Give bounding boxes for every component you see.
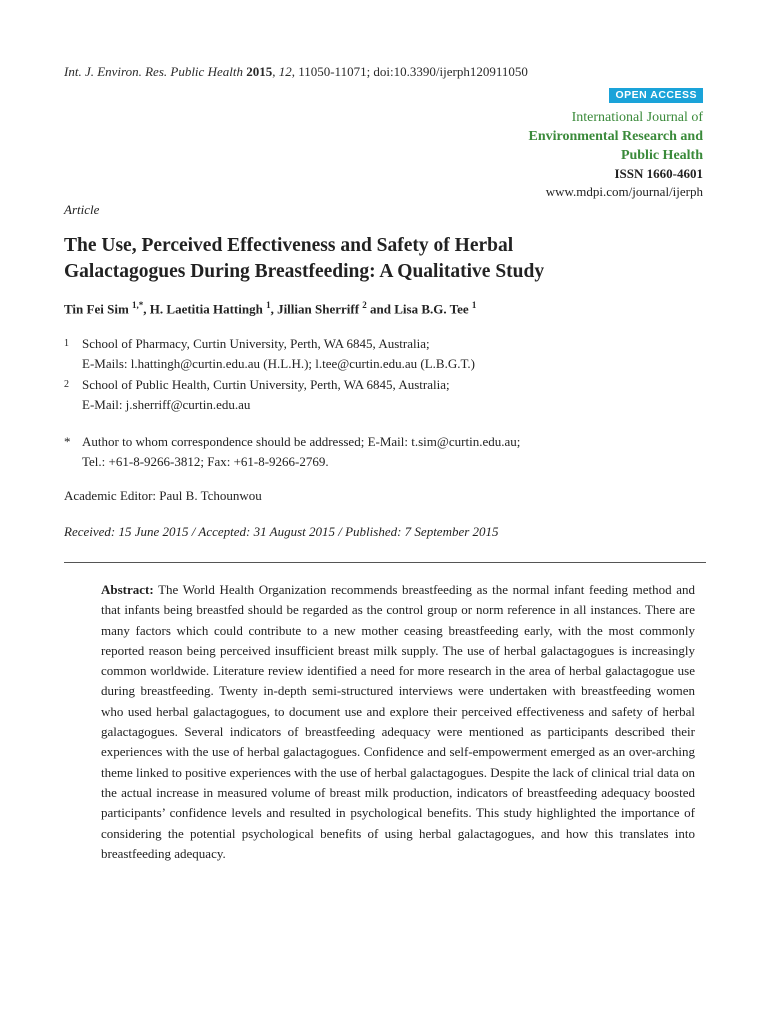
author-separator: , — [143, 301, 150, 317]
citation-year: 2015 — [246, 64, 273, 79]
journal-issn: ISSN 1660-4601 — [614, 166, 703, 181]
author-separator: , — [270, 301, 278, 317]
affiliation-2 — [64, 375, 704, 419]
author-affiliation-mark: 1,* — [132, 300, 144, 310]
abstract — [101, 580, 695, 864]
journal-name-line1: International Journal of — [571, 110, 703, 125]
open-access-badge: OPEN ACCESS — [609, 88, 703, 103]
affiliation-mark: 1 — [64, 338, 69, 349]
affiliation-1 — [64, 334, 704, 378]
author-separator: and — [366, 301, 395, 317]
author-name: H. Laetitia Hattingh — [149, 301, 267, 317]
paper-title-line2: Galactagogues During Breastfeeding: A Qualitative Study — [64, 261, 545, 282]
citation-line: Int. J. Environ. Res. Public Health 2015, 12, 11050-11071; doi:10.3390/ijerph120911050 — [64, 64, 528, 79]
affiliation-emails: E-Mails: l.hattingh@curtin.edu.au (H.L.H.); l.tee@curtin.edu.au (L.B.G.T.) — [82, 356, 476, 371]
affiliation-emails: E-Mail: j.sherriff@curtin.edu.au — [82, 397, 251, 412]
affiliation-address: School of Public Health, Curtin University, Perth, WA 6845, Australia; — [82, 377, 450, 392]
citation-pages-doi: , 11050-11071; doi:10.3390/ijerph120911050 — [291, 64, 528, 79]
author-name: Lisa B.G. Tee — [394, 301, 472, 317]
paper-title-line1: The Use, Perceived Effectiveness and Safety of Herbal — [64, 235, 514, 256]
abstract-text: The World Health Organization recommends breastfeeding as the normal infant feeding method and that infants being breastfed should be regarded as the control group or norm reference in all instances. There are many factors which could contribute to a new mother ceasing breastfeeding early, with the most commonly reported reason being perceived insufficient breast milk supply. The use of herbal galactagogues is increasingly common worldwide. Literature review identified a need for more research in the area of herbal galactagogue use during breastfeeding. Twenty in-depth semi-structured interviews were undertaken with breastfeeding women who used herbal galactagogues, to document use and explore their perceived effectiveness and safety of herbal galactagogues. Several indicators of breastfeeding adequacy were mentioned as participants described their experiences with the use of herbal galactagogues. Confidence and self-empowerment emerged as an over-arching theme linked to positive experiences with the use of herbal galactagogues. Despite the lack of clinical trial data on the actual increase in measured volume of breast milk production, indicators of breastfeeding adequacy boosted participants’ confidence levels and resulted in psychological benefits. This study highlighted the importance of considering the potential psychological benefits of using herbal galactagogues, and how this translates into breastfeeding adequacy. — [101, 582, 695, 861]
author-name: Jillian Sherriff — [277, 301, 363, 317]
affiliation-address: School of Pharmacy, Curtin University, Perth, WA 6845, Australia; — [82, 336, 430, 351]
author-affiliation-mark: 2 — [362, 300, 367, 310]
paper-title — [64, 233, 714, 285]
journal-url[interactable]: www.mdpi.com/journal/ijerph — [545, 184, 703, 199]
academic-editor: Academic Editor: Paul B. Tchounwou — [64, 488, 262, 503]
journal-name-line3: Public Health — [620, 148, 703, 163]
correspondence-mark: * — [64, 434, 71, 449]
author-list — [64, 300, 476, 317]
journal-block — [403, 108, 703, 201]
author-name: Tin Fei Sim — [64, 301, 133, 317]
journal-name-line2: Environmental Research and — [528, 129, 703, 144]
correspondence-phone: Tel.: +61-8-9266-3812; Fax: +61-8-9266-2769. — [82, 454, 329, 469]
author-affiliation-mark: 1 — [266, 300, 271, 310]
correspondence-note — [64, 432, 704, 476]
affiliation-mark: 2 — [64, 379, 69, 390]
correspondence-email: Author to whom correspondence should be addressed; E-Mail: t.sim@curtin.edu.au; — [82, 434, 521, 449]
citation-journal: Int. J. Environ. Res. Public Health — [64, 64, 243, 79]
abstract-label: Abstract: — [101, 582, 154, 597]
publication-dates: Received: 15 June 2015 / Accepted: 31 August 2015 / Published: 7 September 2015 — [64, 524, 499, 539]
citation-volume: 12 — [278, 64, 292, 79]
article-type: Article — [64, 202, 100, 217]
section-divider — [64, 562, 706, 563]
author-affiliation-mark: 1 — [471, 300, 477, 310]
